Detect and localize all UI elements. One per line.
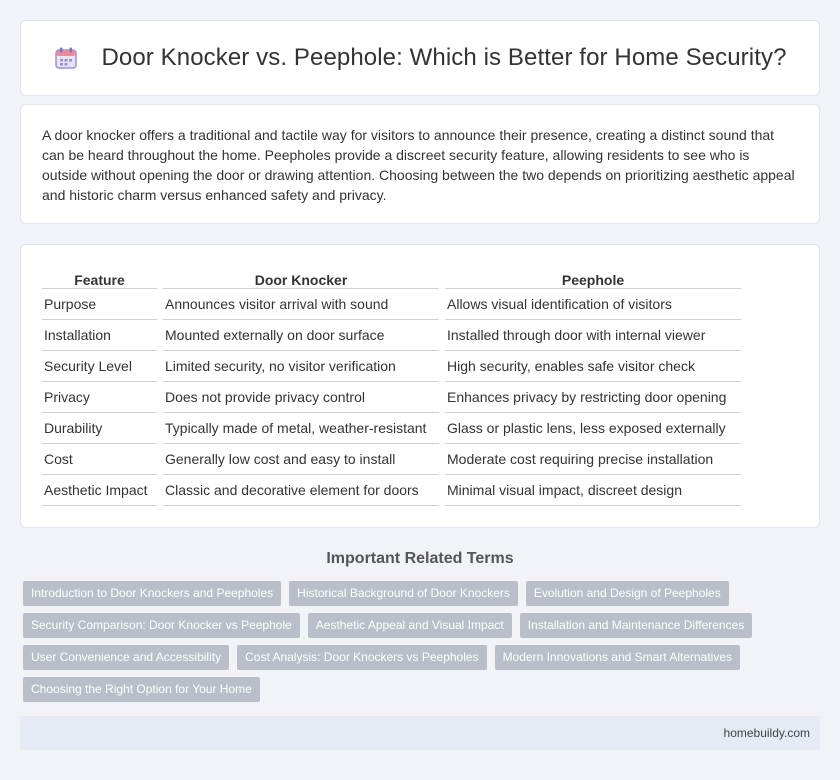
table-cell: High security, enables safe visitor check <box>445 351 741 382</box>
table-cell: Typically made of metal, weather-resistant <box>163 413 439 444</box>
table-cell: Aesthetic Impact <box>42 475 157 506</box>
comparison-table <box>36 267 747 506</box>
table-row <box>42 444 741 475</box>
table-cell: Moderate cost requiring precise installation <box>445 444 741 475</box>
table-cell: Cost <box>42 444 157 475</box>
tag-row <box>23 677 823 703</box>
table-cell: Allows visual identification of visitors <box>445 289 741 320</box>
table-cell: Durability <box>42 413 157 444</box>
table-row <box>42 289 741 320</box>
related-term-tag[interactable]: Historical Background of Door Knockers <box>289 581 518 606</box>
related-term-tag[interactable]: Evolution and Design of Peepholes <box>526 581 729 606</box>
calendar-icon <box>53 45 79 71</box>
table-cell: Classic and decorative element for doors <box>163 475 439 506</box>
header-peephole: Peephole <box>445 267 741 289</box>
footer-site-link[interactable]: homebuildy.com <box>723 726 810 740</box>
intro-card <box>20 104 820 224</box>
related-term-tag[interactable]: Introduction to Door Knockers and Peepholes <box>23 581 281 606</box>
table-cell: Glass or plastic lens, less exposed externally <box>445 413 741 444</box>
table-cell: Privacy <box>42 382 157 413</box>
tag-row <box>23 645 823 671</box>
table-header-row <box>42 267 741 289</box>
table-cell: Generally low cost and easy to install <box>163 444 439 475</box>
related-terms-title: Important Related Terms <box>326 550 514 567</box>
table-cell: Mounted externally on door surface <box>163 320 439 351</box>
table-cell: Enhances privacy by restricting door opening <box>445 382 741 413</box>
related-term-tag[interactable]: Cost Analysis: Door Knockers vs Peepholes <box>237 645 486 670</box>
header-card <box>20 20 820 96</box>
related-term-tag[interactable]: Aesthetic Appeal and Visual Impact <box>308 613 512 638</box>
table-cell: Announces visitor arrival with sound <box>163 289 439 320</box>
related-term-tag[interactable]: Modern Innovations and Smart Alternatives <box>495 645 740 670</box>
table-row <box>42 475 741 506</box>
table-row <box>42 413 741 444</box>
table-cell: Installed through door with internal viewer <box>445 320 741 351</box>
intro-text: A door knocker offers a traditional and tactile way for visitors to announce their presence, creating a distinct sound that can be heard throughout the home. Peepholes provide a discreet security feature, allowing residents to see who is outside without opening the door or drawing attention. Choosing between the two depends on prioritizing aesthetic appeal and historic charm versus enhanced safety and privacy. <box>42 127 795 203</box>
header-feature: Feature <box>42 267 157 289</box>
page-title: Door Knocker vs. Peephole: Which is Better for Home Security? <box>101 44 787 71</box>
comparison-table-card <box>20 244 820 528</box>
related-term-tag[interactable]: Security Comparison: Door Knocker vs Peephole <box>23 613 300 638</box>
table-cell: Security Level <box>42 351 157 382</box>
related-term-tag[interactable]: Installation and Maintenance Differences <box>520 613 753 638</box>
related-term-tag[interactable]: Choosing the Right Option for Your Home <box>23 677 260 702</box>
table-cell: Installation <box>42 320 157 351</box>
table-cell: Does not provide privacy control <box>163 382 439 413</box>
related-term-tag[interactable]: User Convenience and Accessibility <box>23 645 229 670</box>
related-terms-tags <box>23 581 823 709</box>
table-row <box>42 382 741 413</box>
table-row <box>42 351 741 382</box>
header-door-knocker: Door Knocker <box>163 267 439 289</box>
table-row <box>42 320 741 351</box>
table-cell: Purpose <box>42 289 157 320</box>
table-cell: Minimal visual impact, discreet design <box>445 475 741 506</box>
table-cell: Limited security, no visitor verification <box>163 351 439 382</box>
tag-row <box>23 581 823 607</box>
tag-row <box>23 613 823 639</box>
footer <box>20 716 820 750</box>
